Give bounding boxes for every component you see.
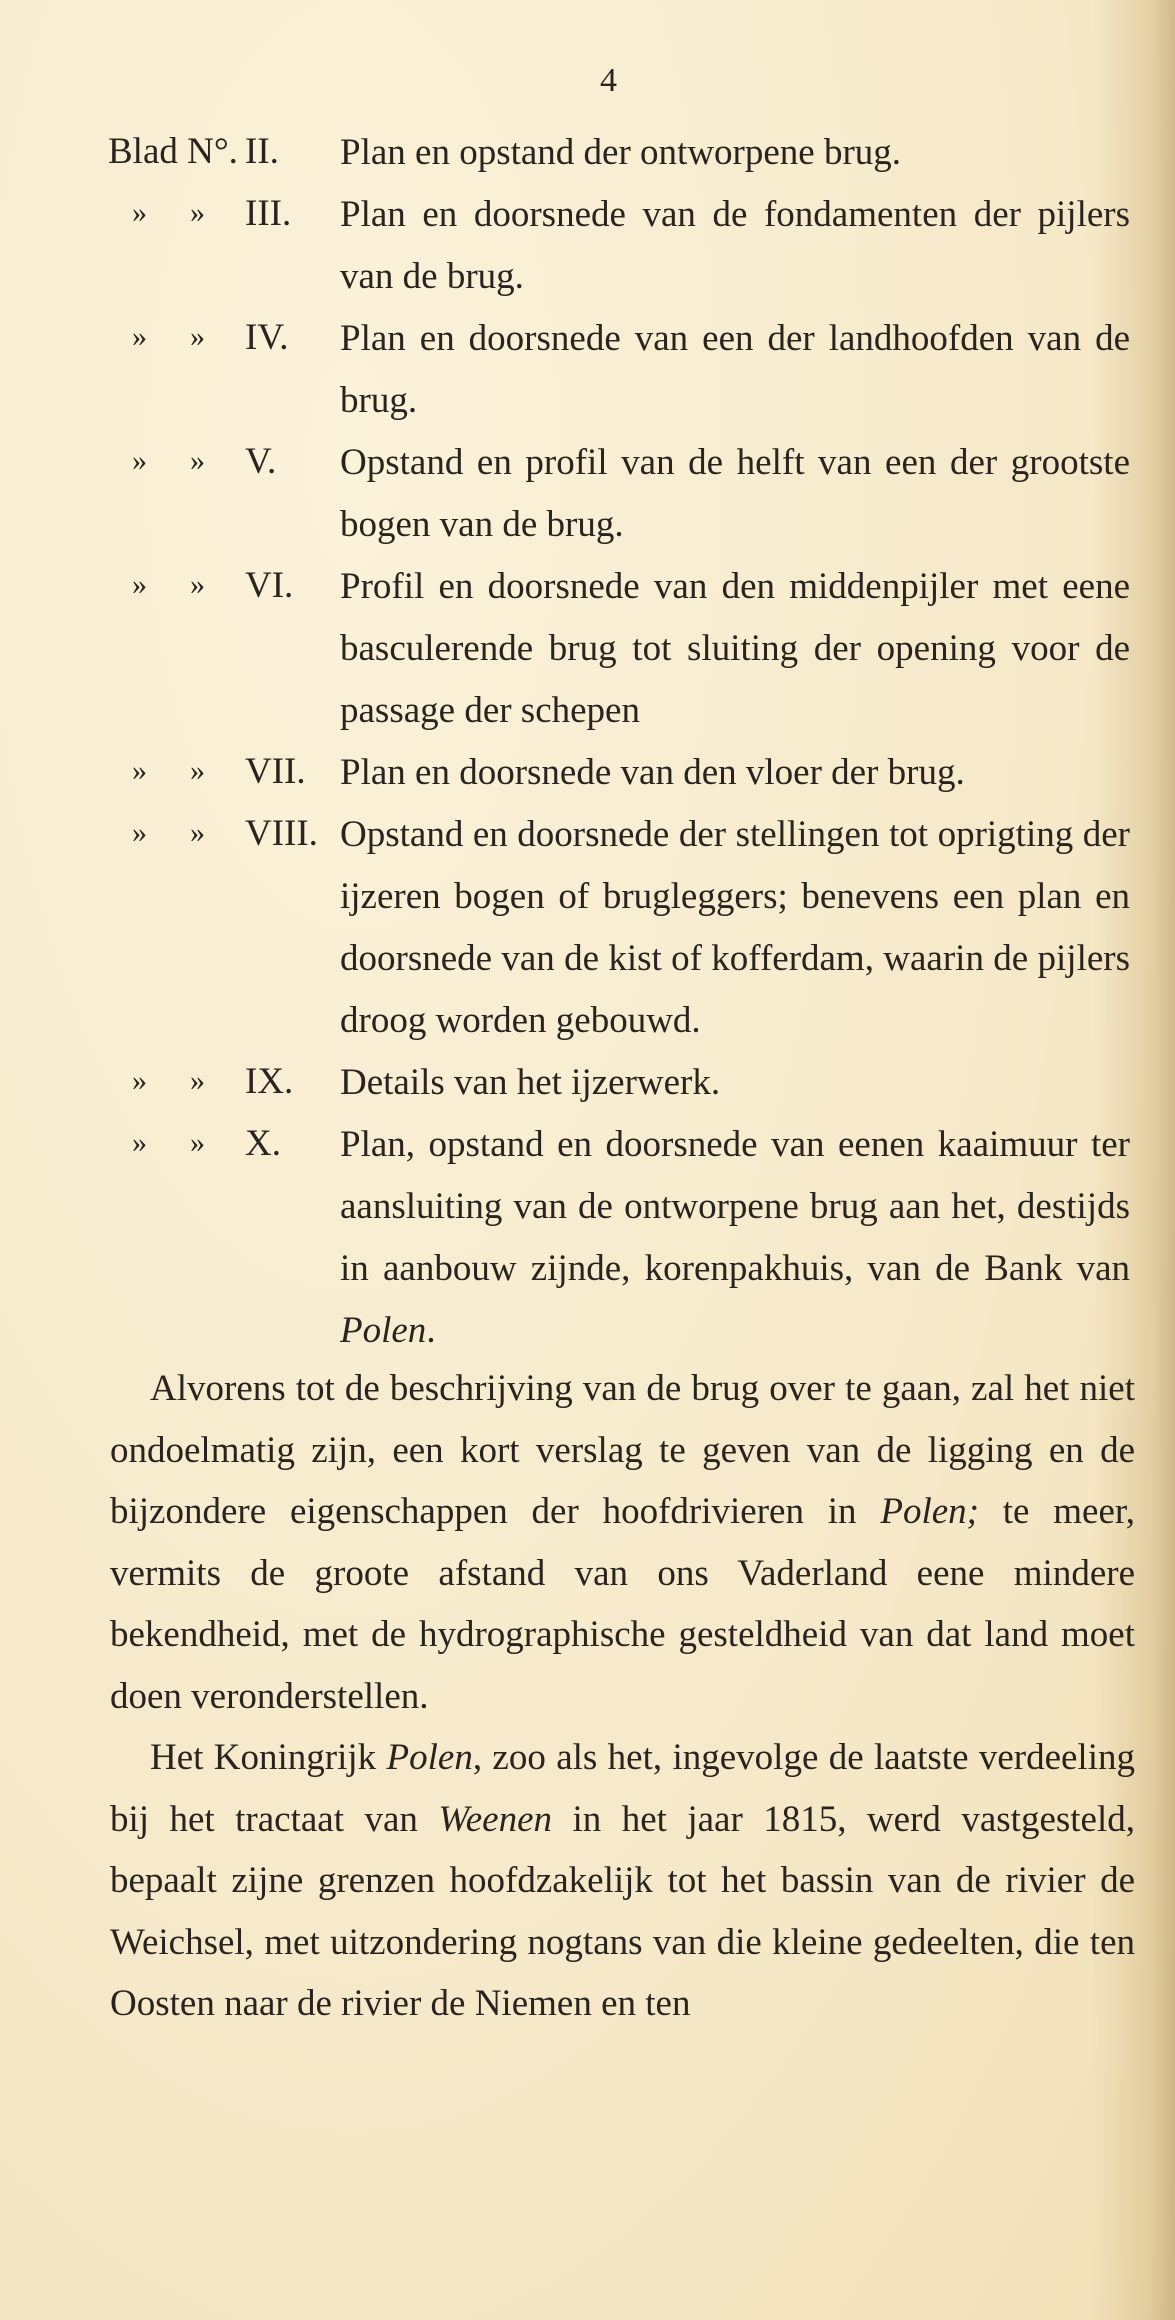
list-item bbox=[0, 130, 1175, 190]
plate-description: Plan, opstand en doorsnede van eenen kaaimuur ter aansluiting van de ontworpene brug aan het, destijds in aanbouw zijnde, korenpakhuis, van de Bank van Polen. bbox=[340, 1124, 1130, 1351]
ditto-mark: » bbox=[132, 444, 147, 477]
emphasis-polen: Polen; bbox=[880, 1491, 979, 1532]
list-item bbox=[0, 440, 1175, 545]
plate-number: X. bbox=[245, 1123, 281, 1164]
ditto-mark: » bbox=[132, 1064, 147, 1097]
ditto-mark: » bbox=[190, 1126, 205, 1159]
body-text bbox=[110, 1358, 1135, 2035]
plate-number: II. bbox=[245, 131, 279, 172]
ditto-mark: » bbox=[190, 816, 205, 849]
ditto-mark: » bbox=[132, 196, 147, 229]
list-item bbox=[0, 316, 1175, 421]
ditto-mark: » bbox=[132, 320, 147, 353]
paragraph: Alvorens tot de beschrijving van de brug over te gaan, zal het niet ondoelmatig zijn, een kort verslag te geven van de ligging en de bijzondere eigenschappen der hoofdrivieren in Polen; te meer, vermits de groote afstand van ons Vaderland eene mindere bekendheid, met de hydrographische gesteldheid van dat land moet doen veronderstellen. bbox=[110, 1368, 1135, 1717]
plate-description: Details van het ijzerwerk. bbox=[340, 1062, 721, 1103]
ditto-mark: » bbox=[190, 320, 205, 353]
plate-description: Plan en doorsnede van den vloer der brug. bbox=[340, 752, 965, 793]
plate-description: Opstand en profil van de helft van een der grootste bogen van de brug. bbox=[340, 442, 1130, 545]
ditto-mark: » bbox=[132, 1126, 147, 1159]
plate-number: IX. bbox=[245, 1061, 294, 1102]
emphasis-weenen: Weenen bbox=[438, 1798, 553, 1840]
list-item bbox=[0, 812, 1175, 1041]
plate-description: Plan en doorsnede van een der landhoofden van de brug. bbox=[340, 318, 1130, 421]
emphasis-polen: Polen bbox=[386, 1737, 473, 1778]
plate-number: VII. bbox=[245, 751, 306, 792]
plate-description: Profil en doorsnede van den middenpijler met eene basculerende brug tot sluiting der opening voor de passage der schepen bbox=[340, 566, 1130, 731]
list-item bbox=[0, 1060, 1175, 1120]
plate-number: IV. bbox=[245, 317, 289, 358]
list-item bbox=[0, 192, 1175, 297]
plate-number: III. bbox=[245, 193, 292, 234]
ditto-mark: » bbox=[190, 1064, 205, 1097]
page-number: 4 bbox=[600, 62, 617, 99]
ditto-mark: » bbox=[190, 754, 205, 787]
list-item bbox=[0, 750, 1175, 810]
plate-description: Opstand en doorsnede der stellingen tot oprigting der ijzeren bogen of brugleggers; benevens een plan en doorsnede van de kist of kofferdam, waarin de pijlers droog worden gebouwd. bbox=[340, 814, 1130, 1041]
list-item bbox=[0, 1122, 1175, 1351]
ditto-mark: » bbox=[132, 754, 147, 787]
paragraph: Het Koningrijk Polen, zoo als het, ingevolge de laatste verdeeling bij het tractaat van Weenen in het jaar 1815, werd vastgesteld, bepaalt zijne grenzen hoofdzakelijk tot het bassin van de rivier de Weichsel, met uitzondering nogtans van die kleine gedeelten, die ten Oosten naar de rivier de Niemen en ten bbox=[110, 1737, 1135, 2024]
plate-description: Plan en opstand der ontworpene brug. bbox=[340, 132, 902, 173]
ditto-mark: » bbox=[190, 196, 205, 229]
ditto-mark: » bbox=[190, 444, 205, 477]
plate-number: VI. bbox=[245, 565, 294, 606]
plate-description: Plan en doorsnede van de fondamenten der pijlers van de brug. bbox=[340, 194, 1130, 297]
ditto-mark: » bbox=[132, 568, 147, 601]
ditto-mark: » bbox=[132, 816, 147, 849]
emphasis-polen: Polen bbox=[340, 1310, 427, 1351]
list-prefix: Blad N°. bbox=[108, 131, 238, 172]
plate-number: V. bbox=[245, 441, 277, 482]
ditto-mark: » bbox=[190, 568, 205, 601]
list-item bbox=[0, 564, 1175, 731]
plate-number: VIII. bbox=[245, 813, 318, 854]
